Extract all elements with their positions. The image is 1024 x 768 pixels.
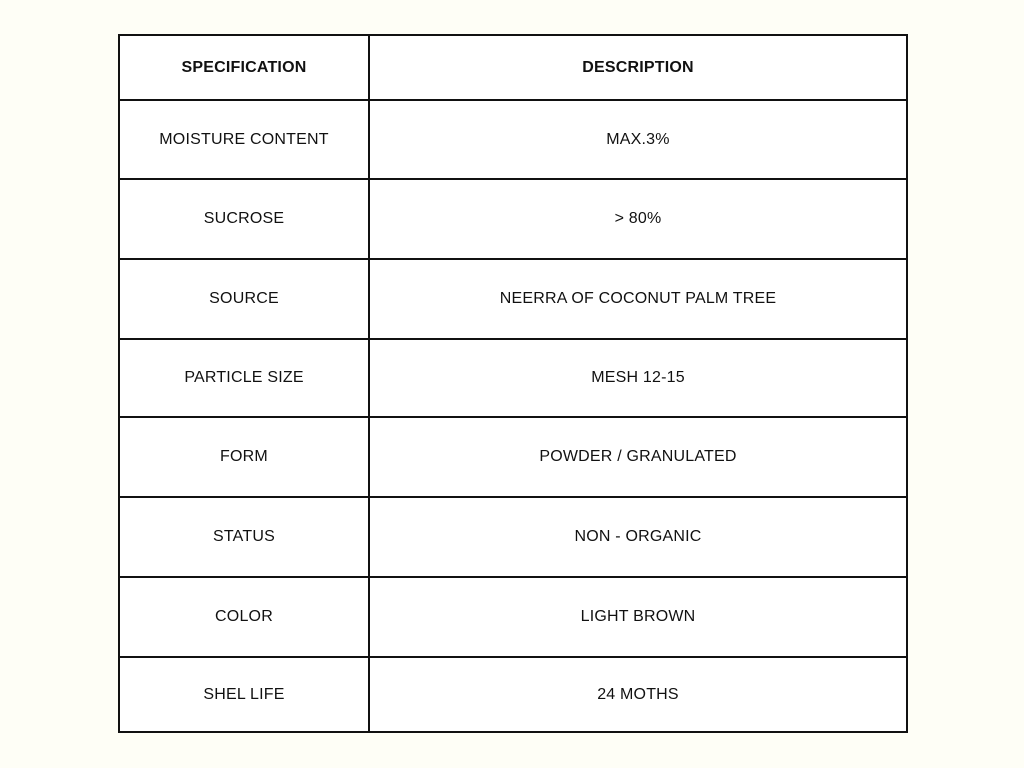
description-cell-status: NON - ORGANIC <box>369 497 907 577</box>
spec-cell-color: COLOR <box>119 577 369 657</box>
spec-cell-form: FORM <box>119 417 369 497</box>
spec-cell-sucrose: SUCROSE <box>119 179 369 259</box>
specification-column-header: SPECIFICATION <box>119 35 369 100</box>
table-row <box>119 657 907 732</box>
table-row <box>119 179 907 259</box>
table-body <box>119 100 907 732</box>
spec-cell-particle-size: PARTICLE SIZE <box>119 339 369 417</box>
table-header <box>119 35 907 100</box>
description-cell-shelf-life: 24 MOTHS <box>369 657 907 732</box>
table-row <box>119 259 907 339</box>
table-row <box>119 497 907 577</box>
spec-cell-source: SOURCE <box>119 259 369 339</box>
spec-cell-shelf-life: SHEL LIFE <box>119 657 369 732</box>
table-row <box>119 577 907 657</box>
table-row <box>119 417 907 497</box>
description-column-header: DESCRIPTION <box>369 35 907 100</box>
specification-table <box>118 34 908 733</box>
table-row <box>119 339 907 417</box>
description-cell-sucrose: > 80% <box>369 179 907 259</box>
spec-cell-moisture-content: MOISTURE CONTENT <box>119 100 369 179</box>
description-cell-form: POWDER / GRANULATED <box>369 417 907 497</box>
description-cell-source: NEERRA OF COCONUT PALM TREE <box>369 259 907 339</box>
description-cell-color: LIGHT BROWN <box>369 577 907 657</box>
table-row <box>119 100 907 179</box>
spec-cell-status: STATUS <box>119 497 369 577</box>
description-cell-particle-size: MESH 12-15 <box>369 339 907 417</box>
header-row <box>119 35 907 100</box>
description-cell-moisture-content: MAX.3% <box>369 100 907 179</box>
